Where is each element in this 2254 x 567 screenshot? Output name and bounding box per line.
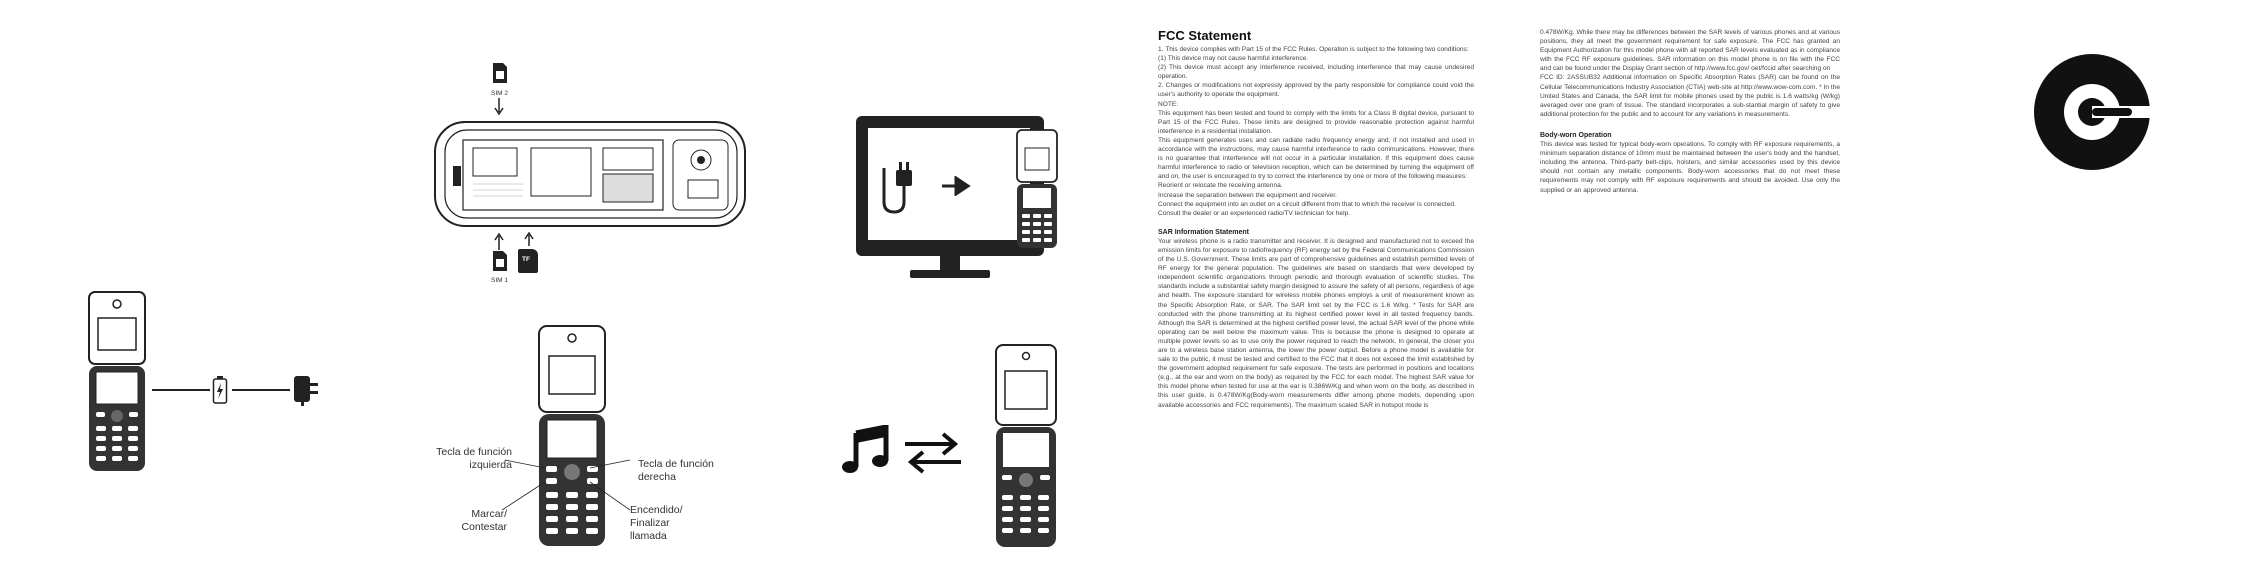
sim2-arrow-icon (494, 98, 504, 116)
fcc-line: (1) This device may not cause harmful interference. (1158, 55, 1309, 63)
fcc-line: 2. Changes or modifications not expressly approved by the party responsible for compliance could void the user's authority to operate the equipment. (1158, 82, 1474, 99)
fcc-column-1 (1158, 28, 1474, 410)
fcc-line: Increase the separation between the equipment and receiver. (1158, 191, 1337, 199)
battery-charging-icon (212, 375, 228, 405)
right-soft-key-label: Tecla de función derecha (638, 458, 714, 483)
sim2-label: SIM 2 (491, 90, 508, 97)
fcc-id-text: FCC ID: 2ASSUB32 Additional information on Specific Absorption Rates (SAR) can be found on the Cellular Telecommunications Industry Association (CTIA) web-site at http://www.wow-com.com. * In the United States and Canada, the SAR limit for mobile phones used by the public is 1.6 watts/kg (W/kg) averaged over one gram of tissue. The standard incorporates a sub-stantial margin of safety to give additional protection for the public and to account for any variations in measurements. (1540, 74, 1841, 118)
fcc-line: This equipment generates uses and can radiate radio frequency energy and, if not installed and used in accordance with the instructions, may cause harmful interference to radio communications. However, there is no guarantee that interference will not occur in a particular installation. If this equipment does cause harmful interference to radio or television reception, which can be determined by turning the equipment off and on, the user is encouraged to try to correct the interference by one or more of the following measures: (1158, 136, 1474, 181)
phone-media-illustration (992, 343, 1060, 551)
phone-back-open-illustration (433, 118, 748, 230)
wall-charger-icon (292, 372, 322, 406)
call-key-label: Marcar/ Contestar (461, 508, 507, 533)
end-key-label: Encendido/ Finalizar llamada (630, 504, 683, 542)
sar-title: SAR Information Statement (1158, 228, 1250, 236)
fcc-line: Consult the dealer or an experienced radio/TV technician for help. (1158, 209, 1351, 217)
sar-continuation: 0.478W/Kg. While there may be differences between the SAR levels of various phones and at various positions, they all meet the government requirement for safe exposure. The FCC has granted an Equipment Authorization for this model phone with all reported SAR levels evaluated as in compliance with the FCC RF exposure guidelines. SAR information on this model phone is on file with the FCC and can be found under the Display Grant section of http://www.fcc.gov/ oet/fccid after searching on (1540, 29, 1840, 73)
tf-label: TF (522, 256, 530, 263)
charging-phone-illustration (86, 290, 166, 475)
music-note-icon (842, 425, 890, 473)
tf-arrow-icon (524, 232, 534, 246)
charge-line-left (152, 389, 210, 391)
sim-card-2-icon (492, 62, 508, 84)
phone-connected-illustration (1014, 128, 1060, 250)
fcc-line: NOTE: (1158, 100, 1179, 108)
fcc-line: (2) This device must accept any interference received, including interference that may cause undesired operation. (1158, 64, 1474, 81)
fcc-line: Reorient or relocate the receiving antenna. (1158, 182, 1283, 190)
sim1-label: SIM 1 (491, 277, 508, 284)
transfer-arrows-icon (903, 432, 963, 474)
fcc-line: This equipment has been tested and found to comply with the limits for a Class B digital device, pursuant to Part 15 of the FCC Rules. These limits are designed to provide reasonable protection against harmful interference in a residential installation. (1158, 109, 1474, 135)
body-worn-text: This device was tested for typical body-worn operations. To comply with RF exposure requirements, a minimum separation distance of 10mm must be maintained between the user's body and the handset, including the antenna. Third-party belt-clips, holsters, and similar accessories used by this device should not contain any metallic components. Body-worn accessories that do not meet these requirements may not comply with RF exposure requirements and should be avoided. Use only the supplied or an approved antenna. (1540, 141, 1840, 194)
arrow-right-icon (942, 176, 974, 196)
fcc-title: FCC Statement (1158, 28, 1252, 43)
body-worn-title: Body-worn Operation (1540, 131, 1612, 139)
usb-cable-icon (876, 160, 926, 220)
brand-logo (2030, 50, 2155, 175)
charge-line-right (232, 389, 290, 391)
sim-card-1-icon (492, 250, 508, 272)
fcc-column-2 (1540, 28, 1840, 195)
sar-text: Your wireless phone is a radio transmitter and receiver. It is designed and manufactured not to exceed the emission limits for exposure to radiofrequency (RF) energy set by the Federal Communications Commission of the U.S. Government. These limits are part of comprehensive guidelines and establish permitted levels of RF energy for the general population. The guidelines are based on standards that were developed by independent scientific organizations through periodic and thorough evaluation of scientific studies. The standards include a substantial safety margin designed to assure the safety of all persons, regardless of age and health. The exposure standard for wireless mobile phones employs a unit of measurement known as the Specific Absorption Rate, or SAR. The SAR limit set by the FCC is 1.6 W/kg. * Tests for SAR are conducted with the phone transmitting at its highest certified power level in all tested frequency bands. Although the SAR is determined at the highest certified power level, the actual SAR level of the phone while operating can be well below the maximum value. This is because the phone is designed to operate at multiple power levels so as to use only the power required to reach the network. In general, the closer you are to a wireless base station antenna, the lower the power output. Before a phone model is available for sale to the public, it must be tested and certified to the FCC that it does not exceed the limit established by the government adopted requirement for safe exposure. The tests are performed in positions and locations (e.g., at the ear and worn on the body) as required by the FCC for each model. The highest SAR value for this model phone when tested for use at the ear is 0.386W/Kg and when worn on the body, as described in this user guide, is 0.478W/Kg(Body-worn measurements differ among phone models, depending upon available accessories and FCC requirements). The maximum scaled SAR in hotspot mode is (1158, 237, 1474, 409)
fcc-line: 1. This device complies with Part 15 of the FCC Rules. Operation is subject to the following two conditions: (1158, 46, 1469, 53)
left-soft-key-label: Tecla de función izquierda (436, 446, 512, 471)
sim1-arrow-icon (494, 232, 504, 250)
fcc-line: Connect the equipment into an outlet on a circuit different from that to which the receiver is connected. (1158, 200, 1456, 208)
key-leader-lines (490, 450, 650, 530)
